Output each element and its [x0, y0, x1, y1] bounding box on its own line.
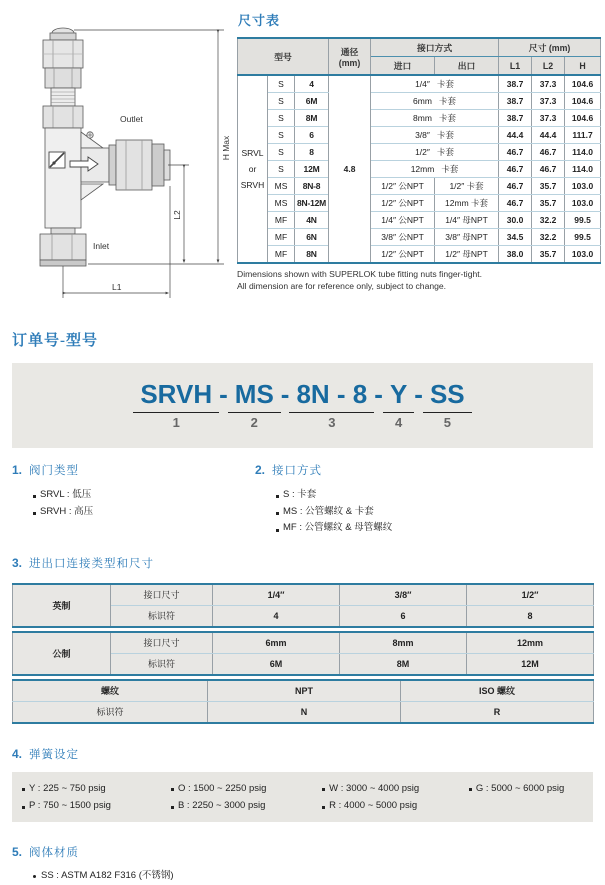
- header-l2: L2: [532, 57, 565, 76]
- cell-size: 8N: [295, 246, 329, 264]
- table-row: [238, 75, 601, 93]
- cell-size: 8: [295, 144, 329, 161]
- valve-drawing-svg: [0, 8, 237, 308]
- cell-value: 1/4″: [213, 584, 340, 606]
- cell-l2: 35.7: [532, 178, 565, 195]
- header-bore: [329, 38, 371, 75]
- cell-size: 6M: [295, 93, 329, 110]
- cell-l1: 46.7: [499, 178, 532, 195]
- model-segment: [390, 381, 407, 429]
- model-number-line: [140, 381, 464, 429]
- thread-type-table: [12, 679, 594, 724]
- cell-h: 103.0: [565, 246, 601, 264]
- cell-connection: 3/8″ 卡套: [371, 127, 499, 144]
- inlet-label: Inlet: [93, 241, 110, 251]
- table-row: [13, 632, 594, 654]
- segment-number: 2: [250, 414, 258, 430]
- spring-settings-box: [12, 772, 593, 822]
- cell-h: 99.5: [565, 212, 601, 229]
- cell-l2: 32.2: [532, 229, 565, 246]
- table-row: [238, 246, 601, 264]
- list-item: S : 卡套: [276, 487, 605, 504]
- list-item: W : 3000 ~ 4000 psig: [322, 780, 469, 797]
- section-number: 4.: [12, 746, 23, 761]
- square-bullet-icon: [469, 788, 472, 791]
- list-item: SS : ASTM A182 F316 (不锈钢): [33, 868, 605, 885]
- cell-inlet: 1/2″ 公NPT: [371, 195, 435, 212]
- cell-connection: 12mm 卡套: [371, 161, 499, 178]
- cell-series: SRVL or SRVH: [238, 75, 268, 263]
- cell-h: 104.6: [565, 75, 601, 93]
- dimension-table-title: 尺寸表: [238, 13, 281, 28]
- cell-connection: 6mm 卡套: [371, 93, 499, 110]
- cell-connection: 1/4″ 卡套: [371, 75, 499, 93]
- header-inlet: 进口: [371, 57, 435, 76]
- square-bullet-icon: [322, 788, 325, 791]
- segment-code: SS: [429, 379, 465, 410]
- segment-number: 3: [328, 414, 336, 430]
- list-item: R : 4000 ~ 5000 psig: [322, 797, 469, 814]
- table-row: [238, 161, 601, 178]
- section-body-material: [12, 844, 605, 860]
- cell-h: 114.0: [565, 144, 601, 161]
- list-item: O : 1500 ~ 2250 psig: [171, 780, 322, 797]
- table-row: [238, 212, 601, 229]
- cell-type: MS: [268, 195, 295, 212]
- table-row: [238, 93, 601, 110]
- cell-value: 8mm: [340, 632, 467, 654]
- cell-l1: 44.4: [499, 127, 532, 144]
- cell-connection: 1/2″ 卡套: [371, 144, 499, 161]
- segment-separator: -: [414, 379, 423, 410]
- segment-code: Y: [389, 379, 408, 410]
- square-bullet-icon: [322, 806, 325, 809]
- cell-type: S: [268, 144, 295, 161]
- cell-value: 12mm: [467, 632, 594, 654]
- metric-size-table: [12, 631, 594, 676]
- cell-h: 104.6: [565, 93, 601, 110]
- model-segment: [296, 381, 367, 429]
- model-segment: [430, 381, 465, 429]
- cell-type: MF: [268, 212, 295, 229]
- cell-label: 标识符: [111, 605, 213, 627]
- model-segment: [235, 381, 274, 429]
- cell-l2: 37.3: [532, 93, 565, 110]
- square-bullet-icon: [22, 788, 25, 791]
- table-row: [238, 229, 601, 246]
- spring-column: [469, 780, 593, 814]
- material-list: [33, 868, 605, 885]
- cell-size: 4: [295, 75, 329, 93]
- cell-size: 6N: [295, 229, 329, 246]
- cell-value: 6mm: [213, 632, 340, 654]
- cell-size: 8N-12M: [295, 195, 329, 212]
- cell-h: 103.0: [565, 195, 601, 212]
- sections-1-2-row: [0, 462, 605, 537]
- segment-underline: [383, 412, 414, 413]
- square-bullet-icon: [33, 495, 36, 498]
- segment-underline: [133, 412, 219, 413]
- cell-l2: 35.7: [532, 246, 565, 264]
- section-connection-type: [243, 462, 605, 537]
- segment-separator: -: [219, 379, 228, 410]
- dot-bullet-icon: [33, 875, 36, 878]
- table-row: [238, 110, 601, 127]
- header-outlet: 出口: [435, 57, 499, 76]
- cell-group: 英制: [13, 584, 111, 627]
- section-title: 进出口连接类型和尺寸: [29, 557, 155, 570]
- segment-code: MS: [234, 379, 274, 410]
- segment-number: 5: [443, 414, 451, 430]
- cell-l1: 38.0: [499, 246, 532, 264]
- table-notes: [237, 268, 601, 292]
- top-section: [0, 0, 605, 313]
- cell-l2: 37.3: [532, 110, 565, 127]
- cell-label: 螺纹: [13, 680, 208, 702]
- cell-value: 1/2″: [467, 584, 594, 606]
- cell-connection: 8mm 卡套: [371, 110, 499, 127]
- valve-body-group: [40, 28, 170, 266]
- square-bullet-icon: [276, 529, 279, 532]
- segment-number: 4: [395, 414, 403, 430]
- cell-h: 103.0: [565, 178, 601, 195]
- segment-code: SRVH: [140, 379, 213, 410]
- cell-value: 6: [340, 605, 467, 627]
- segment-underline: [423, 412, 472, 413]
- cell-inlet: 3/8″ 公NPT: [371, 229, 435, 246]
- square-bullet-icon: [33, 512, 36, 515]
- square-bullet-icon: [171, 788, 174, 791]
- outlet-label: Outlet: [120, 114, 143, 124]
- cell-type: S: [268, 127, 295, 144]
- cell-size: 12M: [295, 161, 329, 178]
- cell-type: MS: [268, 178, 295, 195]
- section-spring-setting: [12, 746, 605, 762]
- list-item: Y : 225 ~ 750 psig: [22, 780, 171, 797]
- spring-column: [22, 780, 171, 814]
- cell-value: R: [401, 701, 594, 723]
- order-number-box: [12, 363, 593, 448]
- list-item: G : 5000 ~ 6000 psig: [469, 780, 593, 797]
- table-row: [238, 144, 601, 161]
- dimension-table: [237, 37, 601, 264]
- cell-value: 6M: [213, 653, 340, 675]
- segment-underline: [228, 412, 281, 413]
- square-bullet-icon: [276, 512, 279, 515]
- cell-value: 12M: [467, 653, 594, 675]
- cell-bore: 4.8: [329, 75, 371, 263]
- section-number: 3.: [12, 555, 23, 570]
- segment-separator: -: [374, 379, 383, 410]
- cell-value: N: [208, 701, 401, 723]
- cell-type: MF: [268, 229, 295, 246]
- cell-label: 标识符: [13, 701, 208, 723]
- list-item: SRVL : 低压: [33, 487, 243, 504]
- cell-type: S: [268, 93, 295, 110]
- cell-l2: 44.4: [532, 127, 565, 144]
- note-line: All dimension are for reference only, subject to change.: [237, 281, 447, 292]
- segment-separator: -: [280, 379, 290, 410]
- list-item: MF : 公管螺纹 & 母管螺纹: [276, 520, 605, 537]
- cell-l1: 46.7: [499, 161, 532, 178]
- header-connection: 接口方式: [371, 38, 499, 57]
- section-number: 1.: [12, 463, 23, 477]
- cell-type: S: [268, 75, 295, 93]
- cell-l2: 37.3: [532, 75, 565, 93]
- cell-label: 接口尺寸: [111, 632, 213, 654]
- model-segment: [140, 381, 212, 429]
- section-valve-type: [0, 462, 243, 537]
- cell-type: MF: [268, 246, 295, 264]
- order-section-title: 订单号-型号: [12, 333, 98, 349]
- segment-code: 8N - 8: [296, 379, 368, 410]
- header-bore-line1: 通径: [340, 47, 359, 57]
- cell-value: ISO 螺纹: [401, 680, 594, 702]
- cell-h: 104.6: [565, 110, 601, 127]
- cell-h: 111.7: [565, 127, 601, 144]
- cell-label: 标识符: [111, 653, 213, 675]
- cell-label: 接口尺寸: [111, 584, 213, 606]
- cell-outlet: 1/2″ 母NPT: [435, 246, 499, 264]
- segment-underline: [289, 412, 374, 413]
- table-row: [13, 680, 594, 702]
- table-row: [13, 584, 594, 606]
- table-row: [238, 195, 601, 212]
- list-item: MS : 公管螺纹 & 卡套: [276, 504, 605, 521]
- table-row: [238, 178, 601, 195]
- cell-value: 8: [467, 605, 594, 627]
- cell-size: 4N: [295, 212, 329, 229]
- valve-technical-drawing: [0, 8, 237, 313]
- cell-type: S: [268, 110, 295, 127]
- list-item: SRVH : 高压: [33, 504, 243, 521]
- cell-size: 8M: [295, 110, 329, 127]
- cell-outlet: 1/4″ 母NPT: [435, 212, 499, 229]
- cell-inlet: 1/2″ 公NPT: [371, 178, 435, 195]
- list-item: P : 750 ~ 1500 psig: [22, 797, 171, 814]
- cell-l1: 46.7: [499, 195, 532, 212]
- spring-column: [322, 780, 469, 814]
- dimension-table-section: [237, 8, 605, 313]
- section-number: 5.: [12, 845, 23, 860]
- section-port-sizes: [12, 555, 605, 571]
- cell-l1: 46.7: [499, 144, 532, 161]
- spring-column: [171, 780, 322, 814]
- list-item: B : 2250 ~ 3000 psig: [171, 797, 322, 814]
- section-title: 接口方式: [272, 465, 323, 477]
- segment-number: 1: [172, 414, 180, 430]
- square-bullet-icon: [22, 806, 25, 809]
- cell-h: 99.5: [565, 229, 601, 246]
- h-max-label: H Max: [221, 135, 231, 161]
- cell-l2: 46.7: [532, 144, 565, 161]
- header-l1: L1: [499, 57, 532, 76]
- note-line: Dimensions shown with SUPERLOK tube fitting nuts finger-tight.: [237, 269, 483, 279]
- cell-l1: 34.5: [499, 229, 532, 246]
- cell-outlet: 3/8″ 母NPT: [435, 229, 499, 246]
- cell-outlet: 1/2″ 卡套: [435, 178, 499, 195]
- square-bullet-icon: [171, 806, 174, 809]
- cell-l1: 30.0: [499, 212, 532, 229]
- section-title: 阀门类型: [29, 465, 80, 477]
- cell-l1: 38.7: [499, 75, 532, 93]
- cell-inlet: 1/4″ 公NPT: [371, 212, 435, 229]
- table-row: [238, 127, 601, 144]
- cell-value: 4: [213, 605, 340, 627]
- cell-l2: 32.2: [532, 212, 565, 229]
- cell-l2: 35.7: [532, 195, 565, 212]
- imperial-size-table: [12, 583, 594, 628]
- cell-group: 公制: [13, 632, 111, 675]
- cell-l2: 46.7: [532, 161, 565, 178]
- cell-outlet: 12mm 卡套: [435, 195, 499, 212]
- cell-size: 6: [295, 127, 329, 144]
- cell-value: NPT: [208, 680, 401, 702]
- l2-label: L2: [172, 210, 182, 220]
- header-h: H: [565, 57, 601, 76]
- cell-l1: 38.7: [499, 93, 532, 110]
- square-bullet-icon: [276, 495, 279, 498]
- header-bore-line2: (mm): [338, 58, 361, 68]
- table-row: [13, 701, 594, 723]
- cell-inlet: 1/2″ 公NPT: [371, 246, 435, 264]
- l1-label: L1: [112, 282, 122, 292]
- cell-h: 114.0: [565, 161, 601, 178]
- cell-l1: 38.7: [499, 110, 532, 127]
- cell-size: 8N-8: [295, 178, 329, 195]
- section-title: 阀体材质: [29, 847, 80, 860]
- section-number: 2.: [255, 463, 266, 477]
- header-dims: 尺寸 (mm): [499, 38, 601, 57]
- cell-type: S: [268, 161, 295, 178]
- cell-value: 3/8″: [340, 584, 467, 606]
- header-model: 型号: [238, 38, 329, 75]
- cell-value: 8M: [340, 653, 467, 675]
- section-title: 弹簧设定: [29, 748, 80, 761]
